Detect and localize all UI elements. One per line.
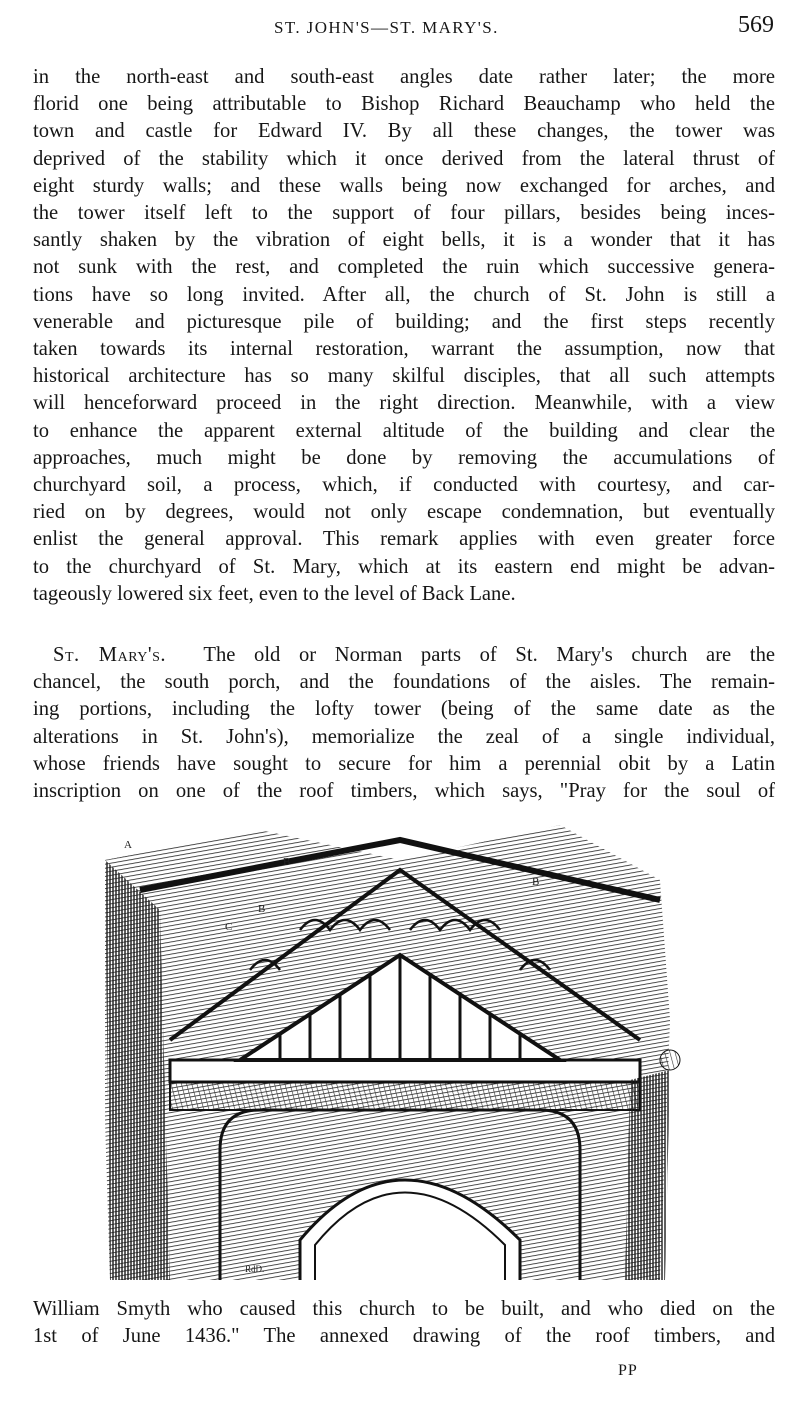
text-line: not sunk with the rest, and completed the ruin which successive genera- — [33, 256, 775, 279]
text-line: deprived of the stability which it once derived from the lateral thrust of — [33, 147, 775, 170]
text-line: will henceforward proceed in the right direction. Meanwhile, with a view — [33, 392, 775, 415]
text-line: enlist the general approval. This remark applies with even greater force — [33, 528, 775, 551]
text-line: town and castle for Edward IV. By all these changes, the tower was — [33, 120, 775, 143]
text-line: the tower itself left to the support of four pillars, besides being inces- — [33, 202, 775, 225]
engraver-mark: RdD. — [245, 1264, 265, 1274]
text-line: chancel, the south porch, and the foundations of the aisles. The remain- — [33, 671, 775, 694]
text-line: alterations in St. John's), memorialize the zeal of a single individual, — [33, 725, 775, 748]
running-head: ST. JOHN'S—ST. MARY'S. — [274, 18, 499, 37]
text-line: venerable and picturesque pile of building; and the first steps recently — [33, 310, 775, 333]
paragraph-st-johns — [33, 64, 775, 608]
figure-label: B — [283, 856, 291, 868]
text-line: taken towards its internal restoration, warrant the assumption, now that — [33, 338, 775, 361]
figure-label: B — [258, 903, 266, 915]
text-line: churchyard soil, a process, which, if conducted with courtesy, and car- — [33, 474, 775, 497]
text-line: in the north-east and south-east angles date rather later; the more — [33, 66, 775, 88]
roof-timbers-engraving — [100, 820, 700, 1290]
page-header — [0, 10, 800, 44]
text-fragment: The old or Norman parts of St. Mary's church are the — [203, 644, 776, 666]
text-line: tageously lowered six feet, even to the level of Back Lane. — [33, 582, 516, 605]
text-line: santly shaken by the vibration of eight bells, it is a wonder that it has — [33, 229, 775, 252]
right-pier — [625, 1070, 670, 1280]
page-number: 569 — [738, 12, 774, 38]
text-line: florid one being attributable to Bishop Richard Beauchamp who held the — [33, 93, 775, 116]
text-line — [33, 642, 775, 669]
figure-label: C — [225, 921, 233, 933]
text-line: to enhance the apparent external altitude of the building and clear the — [33, 419, 775, 442]
engraving-illustration — [100, 820, 700, 1290]
text-line: eight sturdy walls; and these walls being now exchanged for arches, and — [33, 174, 775, 197]
text-line: William Smyth who caused this church to be built, and who died on the — [33, 1298, 775, 1320]
text-line: approaches, much might be done by removing the accumulations of — [33, 446, 775, 469]
tie-beam — [170, 1060, 640, 1082]
text-line: ing portions, including the lofty tower (being of the same date as the — [33, 698, 775, 721]
text-line: ried on by degrees, would not only escape condemnation, but eventually — [33, 501, 775, 524]
left-wall — [105, 860, 170, 1280]
corbel-head — [660, 1050, 680, 1070]
section-heading: St. Mary's. — [53, 644, 167, 666]
wall-plate — [170, 1082, 640, 1110]
text-line: 1st of June 1436." The annexed drawing of the roof timbers, and — [33, 1325, 775, 1348]
figure-label: B — [532, 876, 540, 888]
paragraph-st-marys — [33, 642, 775, 805]
paragraph-continued — [33, 1296, 775, 1350]
text-line: historical architecture has so many skilful disciples, that all such attempts — [33, 365, 775, 388]
text-line: tions have so long invited. After all, the church of St. John is still a — [33, 283, 775, 306]
printer-signature: PP — [618, 1362, 638, 1379]
figure-label: A — [124, 839, 132, 851]
text-line: to the churchyard of St. Mary, which at its eastern end might be advan- — [33, 555, 775, 578]
text-line: inscription on one of the roof timbers, which says, "Pray for the soul of — [33, 780, 775, 803]
text-line: whose friends have sought to secure for him a perennial obit by a Latin — [33, 752, 775, 775]
